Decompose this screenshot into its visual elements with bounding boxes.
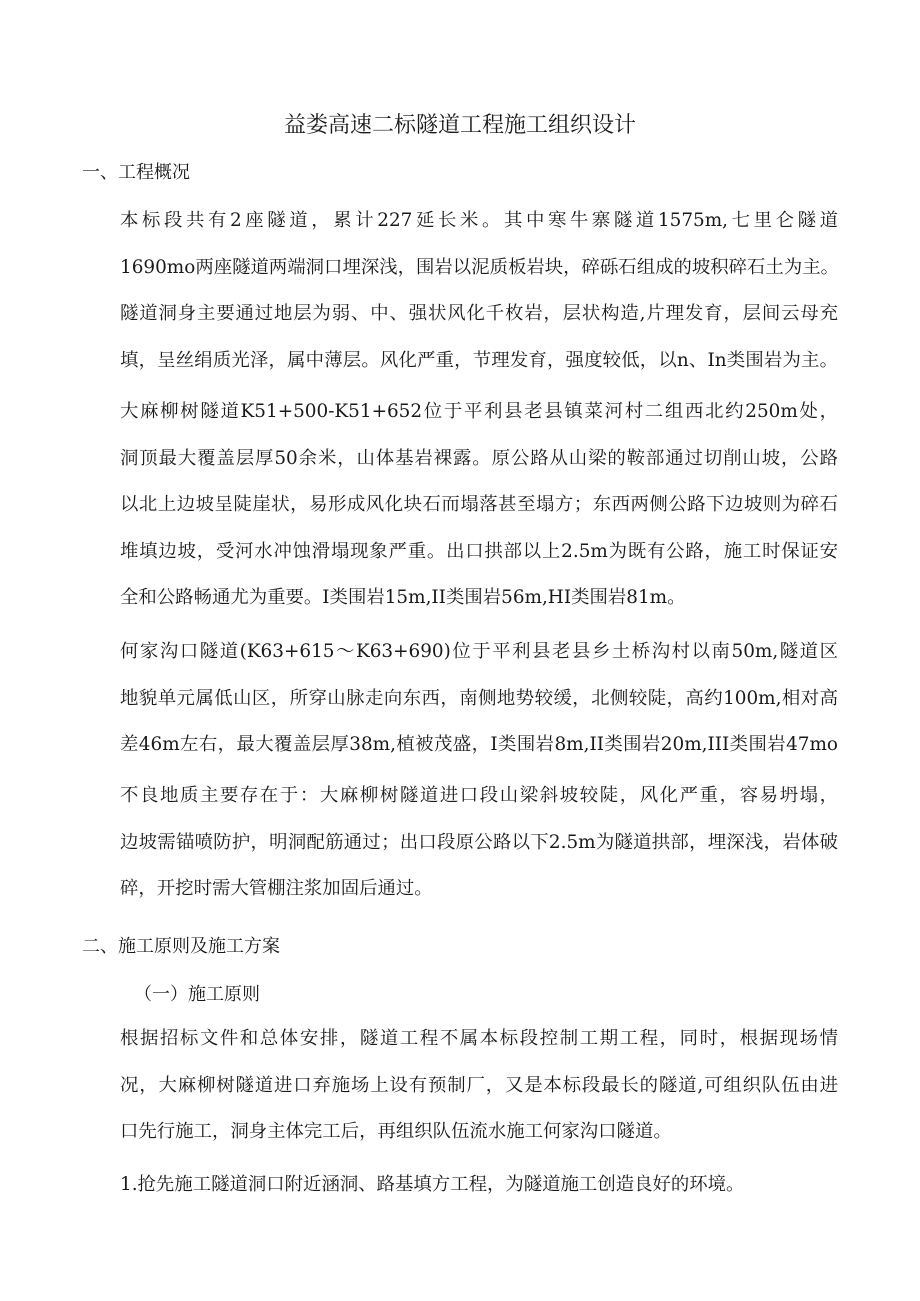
- text-line: 边坡需锚喷防护，明洞配筋通过；出口段原公路以下2.5m为隧道拱部，埋深浅，岩体破: [120, 831, 838, 853]
- text-line: 地貌单元属低山区，所穿山脉走向东西，南侧地势较缓，北侧较陡，高约100m,相对高: [120, 687, 838, 709]
- text-line: 况，大麻柳树隧道进口弃施场上设有预制厂，又是本标段最长的隧道,可组织队伍由进: [120, 1074, 838, 1096]
- text-line: 口先行施工，洞身主体完工后，再组织队伍流水施工何家沟口隧道。: [120, 1121, 672, 1142]
- sub-heading-construction-principles: （一）施工原则: [134, 984, 260, 1005]
- text-line: 根据招标文件和总体安排，隧道工程不属本标段控制工期工程，同时，根据现场情: [120, 1028, 838, 1049]
- paragraph-overview: [82, 198, 838, 384]
- text-line: 碎，开挖时需大管棚注浆加固后通过。: [120, 878, 433, 899]
- section-heading-overview: 一、工程概况: [82, 162, 190, 183]
- text-line: 1690mo两座隧道两端洞口埋深浅，围岩以泥质板岩块，碎砾石组成的坡积碎石土为主。: [120, 256, 839, 278]
- text-line: 大麻柳树隧道K51+500-K51+652位于平利县老县镇菜河村二组西北约250m处，: [120, 401, 838, 422]
- text-line: 以北上边坡呈陡崖状，易形成风化块石而塌落甚至塌方；东西两侧公路下边坡则为碎石: [120, 494, 838, 515]
- text-line: 隧道洞身主要通过地层为弱、中、强状风化千枚岩，层状构造,片理发育，层间云母充: [120, 303, 838, 324]
- paragraph-adverse-geology: [82, 773, 838, 913]
- paragraph-damaliushu-tunnel: [82, 389, 838, 622]
- text-line: 本标段共有2座隧道，累计227延长米。其中寒牛寨隧道1575m,七里仑隧道: [120, 210, 838, 231]
- text-line: 堆填边坡，受河水冲蚀滑塌现象严重。出口拱部以上2.5m为既有公路，施工时保证安: [120, 540, 838, 562]
- section-heading-principles: 二、施工原则及施工方案: [82, 936, 280, 957]
- text-line: 差46m左右，最大覆盖层厚38m,植被茂盛，I类围岩8m,II类围岩20m,III类围岩47mo: [120, 734, 838, 755]
- text-line: 填，呈丝绢质光泽，属中薄层。风化严重，节理发育，强度较低，以n、In类围岩为主。: [120, 349, 838, 371]
- text-line: 何家沟口隧道(K63+615～K63+690)位于平利县老县乡土桥沟村以南50m,隧道区: [120, 641, 838, 662]
- paragraph-item-1: [82, 1162, 838, 1209]
- document-title: 益娄高速二标隧道工程施工组织设计: [283, 113, 636, 138]
- text-line: 洞顶最大覆盖层厚50余米，山体基岩裸露。原公路从山梁的鞍部通过切削山坡，公路: [120, 447, 838, 469]
- text-line: 全和公路畅通尤为重要。I类围岩15m,II类围岩56m,HI类围岩81m。: [120, 587, 686, 608]
- text-line: 1.抢先施工隧道洞口附近涵洞、路基填方工程，为隧道施工创造良好的环境。: [120, 1174, 745, 1195]
- text-line: 不良地质主要存在于：大麻柳树隧道进口段山梁斜坡较陡，风化严重，容易坍塌，: [120, 785, 838, 806]
- paragraph-principles: [82, 1016, 838, 1156]
- paragraph-hejiagoukou-tunnel: [82, 629, 838, 769]
